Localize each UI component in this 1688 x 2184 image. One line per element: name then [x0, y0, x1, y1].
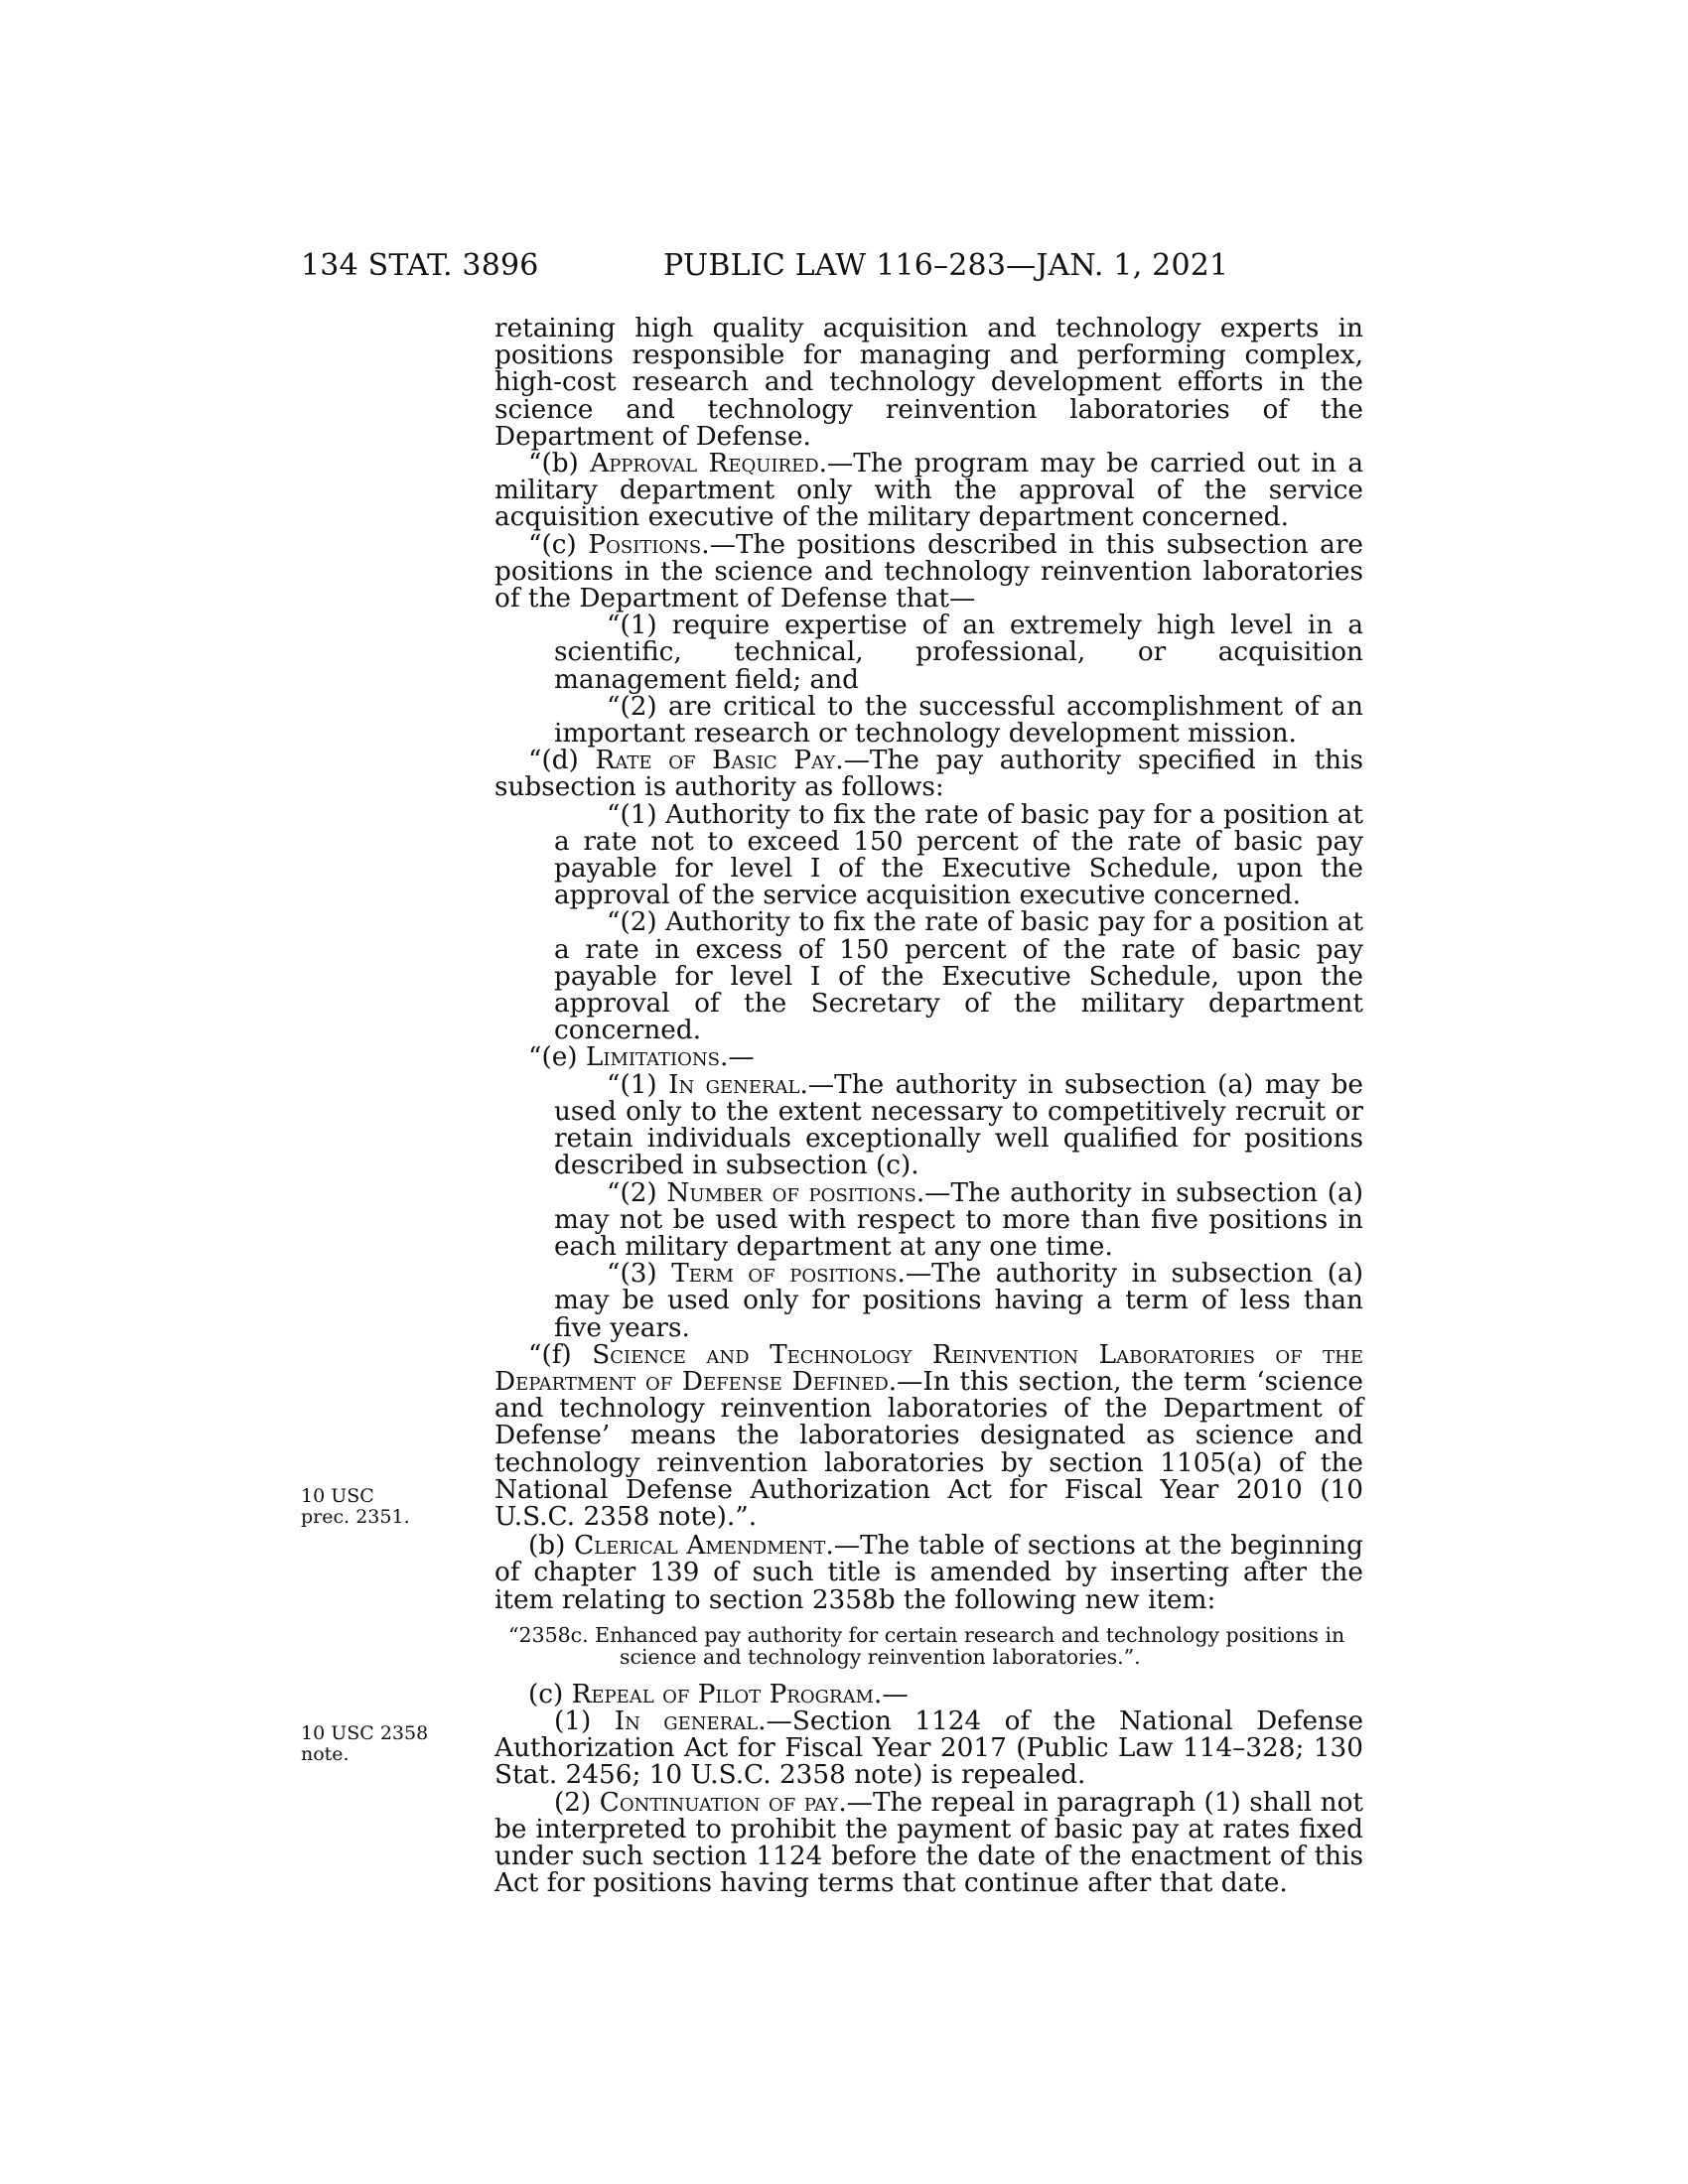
margin-note-line: prec. 2351.: [301, 1506, 410, 1528]
margin-note-2358-note: [301, 1723, 428, 1765]
table-of-sections-item: “2358c. Enhanced pay authority for certain research and technology positions in science and technology reinvention laboratories.”.: [508, 1622, 1345, 1669]
heading-limitations: Limitations: [585, 1042, 720, 1073]
body-text: [494, 316, 1363, 1897]
heading-term-of-positions: Term of positions: [671, 1259, 898, 1290]
heading-rate-of-basic-pay: Rate of Basic Pay: [595, 746, 836, 776]
repeal-pilot-program: (c) Repeal of Pilot Program.—: [528, 1679, 909, 1709]
subsection-d: “(d) Rate of Basic Pay.—The pay authority specified in this subsection is authority as follows:: [494, 746, 1363, 803]
margin-note-line: 10 USC: [301, 1485, 374, 1507]
subsection-e-3: “(3) Term of positions.—The authority in subsection (a) may be used only for positions having a term of less than five years.: [554, 1259, 1363, 1343]
heading-number-of-positions: Number of positions: [666, 1177, 916, 1208]
subsection-c: “(c) Positions.—The positions described in this subsection are positions in the science and technology reinvention laboratories of the Department of Defense that—: [494, 529, 1363, 614]
margin-note-line: note.: [301, 1743, 350, 1765]
subsection-c-2: “(2) are critical to the successful accomplishment of an important research or technology development mission.: [554, 691, 1363, 750]
subsection-e: “(e) Limitations.—: [528, 1042, 755, 1073]
subsection-e-2: “(2) Number of positions.—The authority in subsection (a) may not be used with respect to more than five positions in each military department at any one time.: [554, 1177, 1363, 1262]
paragraph-retaining: retaining high quality acquisition and technology experts in positions responsible for managing and performing complex, high-cost research and technology development efforts in the science and technology reinvention laboratories of the Department of Defense.: [494, 314, 1363, 452]
subsection-e-1: “(1) In general.—The authority in subsection (a) may be used only to the extent necessary to competitively recruit or retain individuals exceptionally well qualified for positions described in subsection (c).: [554, 1069, 1363, 1181]
subsection-d-1: “(1) Authority to fix the rate of basic pay for a position at a rate not to exceed 150 percent of the rate of basic pay payable for level I of the Executive Schedule, upon the approval of the service acquisition executive concerned.: [554, 799, 1363, 911]
margin-note-prec-2351: [301, 1486, 410, 1528]
heading-approval-required: Approval Required: [590, 449, 819, 479]
clerical-amendment: (b) Clerical Amendment.—The table of sections at the beginning of chapter 139 of such title is amended by inserting after the item relating to section 2358b the following new item:: [494, 1531, 1363, 1615]
subsection-b: “(b) Approval Required.—The program may be carried out in a military department only with the approval of the service acquisition executive of the military department concerned.: [494, 449, 1364, 533]
stat-page-number: 134 STAT. 3896: [301, 248, 539, 283]
repeal-2: (2) Continuation of pay.—The repeal in paragraph (1) shall not be interpreted to prohibit the payment of basic pay at rates fixed under such section 1124 before the date of the enactment of this Act for positions having terms that continue after that date.: [494, 1787, 1363, 1899]
margin-note-line: 10 USC 2358: [301, 1722, 429, 1744]
heading-in-general: In general: [668, 1069, 800, 1100]
page-header-title: PUBLIC LAW 116–283—JAN. 1, 2021: [663, 248, 1229, 283]
heading-laboratories-defined: Science and Technology Reinvention Laboratories of the Department of Defense Defined: [494, 1339, 1363, 1397]
repeal-1: (1) In general.—Section 1124 of the National Defense Authorization Act for Fiscal Year 2017 (Public Law 114–328; 130 Stat. 2456; 10 U.S.C. 2358 note) is repealed.: [494, 1706, 1364, 1791]
subsection-c-1: “(1) require expertise of an extremely high level in a scientific, technical, professional, or acquisition management field; and: [554, 611, 1363, 695]
subsection-d-2: “(2) Authority to fix the rate of basic pay for a position at a rate in excess of 150 percent of the rate of basic pay payable for level I of the Executive Schedule, upon the approval of the Secretary of the military department concerned.: [554, 907, 1363, 1046]
heading-repeal-of-pilot-program: Repeal of Pilot Program: [571, 1679, 874, 1709]
heading-positions: Positions: [588, 529, 702, 560]
heading-continuation-of-pay: Continuation of pay: [599, 1787, 839, 1818]
subsection-f: “(f) Science and Technology Reinvention Laboratories of the Department of Defense Defined.—In this section, the term ‘science and technology reinvention laboratories of the Department of Defense’ means the laboratories designated as science and technology reinvention laboratories by section 1105(a) of the National Defense Authorization Act for Fiscal Year 2010 (10 U.S.C. 2358 note).”.: [494, 1339, 1363, 1532]
heading-repeal-in-general: In general: [614, 1706, 759, 1736]
heading-clerical-amendment: Clerical Amendment: [574, 1531, 826, 1562]
